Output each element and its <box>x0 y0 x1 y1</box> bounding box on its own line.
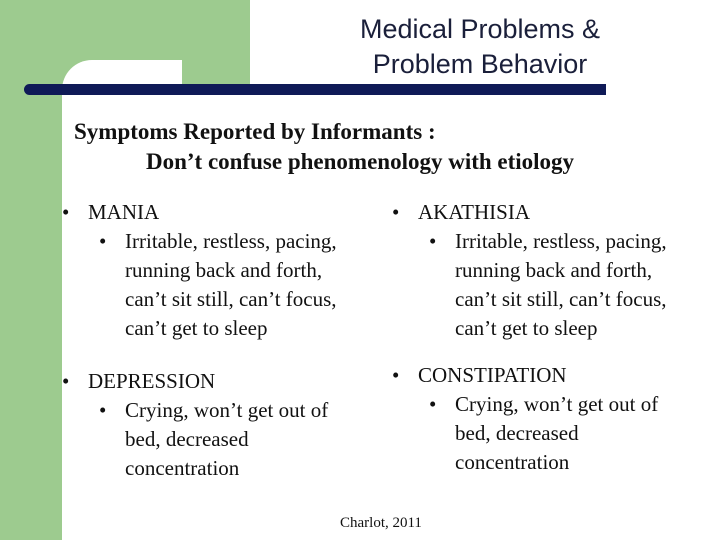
depression-block <box>62 367 328 483</box>
bullet: • <box>62 369 70 393</box>
bullet: • <box>392 200 400 224</box>
bullet: • <box>99 398 107 422</box>
bullet: • <box>392 363 400 387</box>
depression-heading: DEPRESSION <box>88 369 216 393</box>
slide-title <box>300 12 660 82</box>
constipation-heading: CONSTIPATION <box>418 363 567 387</box>
akathisia-detail: Irritable, restless, pacing, running back and forth, can’t sit still, can’t focus, can’t get to sleep <box>455 229 667 340</box>
footer-citation: Charlot, 2011 <box>340 515 422 531</box>
constipation-block <box>392 361 658 477</box>
mania-heading: MANIA <box>88 200 160 224</box>
title-line-1: Medical Problems & <box>359 14 601 44</box>
mania-detail: Irritable, restless, pacing, running back and forth, can’t sit still, can’t focus, can’t get to sleep <box>125 229 337 340</box>
slide-subtitle <box>74 117 714 177</box>
bullet: • <box>99 229 107 253</box>
subtitle-line-1: Symptoms Reported by Informants : <box>74 119 436 144</box>
bullet: • <box>429 392 437 416</box>
akathisia-heading: AKATHISIA <box>418 200 530 224</box>
depression-detail: Crying, won’t get out of bed, decreased concentration <box>125 398 329 480</box>
bullet: • <box>429 229 437 253</box>
constipation-detail: Crying, won’t get out of bed, decreased concentration <box>455 392 659 474</box>
bullet: • <box>62 200 70 224</box>
akathisia-block <box>392 198 667 343</box>
mania-block <box>62 198 337 343</box>
subtitle-line-2: Don’t confuse phenomenology with etiology <box>146 149 575 174</box>
title-underline-bar <box>24 84 606 95</box>
title-line-2: Problem Behavior <box>372 49 588 79</box>
